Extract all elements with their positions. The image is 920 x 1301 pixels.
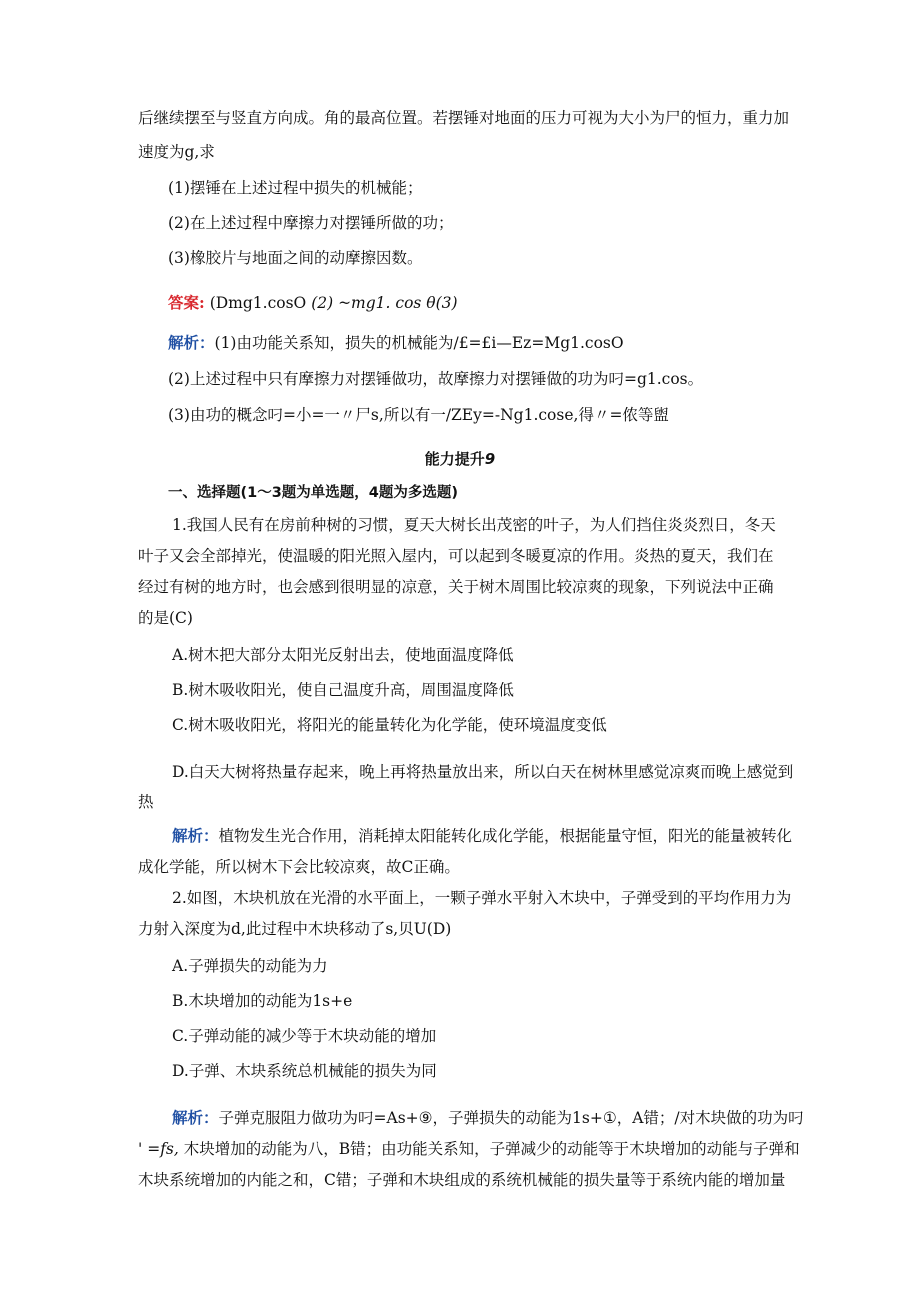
question-text: 叶子又会全部掉光，使温暖的阳光照入屋内，可以起到冬暖夏凉的作用。炎热的夏天，我们在 xyxy=(138,547,774,565)
option-d-continued: 热 xyxy=(138,793,154,811)
analysis-text: ' = xyxy=(138,1140,161,1158)
analysis-text: 木块增加的动能为八，B错；由功能关系知，子弹减少的动能等于木块增加的动能与子弹和 xyxy=(178,1140,800,1158)
section-heading: 一、选择题(1～3题为单选题，4题为多选题) xyxy=(168,485,459,501)
analysis-line xyxy=(172,826,792,846)
analysis-text: 子弹克服阻力做功为叼=As+⑨，子弹损失的动能为1s+①，A错；/对木块做的功为叼 xyxy=(218,1109,804,1127)
option-c: C.树木吸收阳光，将阳光的能量转化为化学能，使环境温度变低 xyxy=(172,716,607,734)
section-title xyxy=(0,449,920,469)
answer-colon: : xyxy=(199,293,205,312)
analysis-text: (1)由功能关系知，损失的机械能为/£=£i—Ez=Mg1.cosO xyxy=(214,334,624,352)
intro-line: 速度为g,求 xyxy=(138,143,215,161)
analysis-label: 解析： xyxy=(168,333,215,352)
question-text: 1.我国人民有在房前种树的习惯，夏天大树长出茂密的叶子，为人们挡住炎炎烈日，冬天 xyxy=(172,516,776,534)
section-title-number: 9 xyxy=(484,450,496,468)
analysis-text: 植物发生光合作用，消耗掉太阳能转化成化学能，根据能量守恒，阳光的能量被转化 xyxy=(218,827,793,845)
analysis-line xyxy=(172,1108,804,1128)
option-a: A.子弹损失的动能为力 xyxy=(172,957,328,975)
analysis-text-formula: fs, xyxy=(160,1140,179,1158)
analysis-line xyxy=(138,1139,800,1159)
question-text: 的是(C) xyxy=(138,609,193,627)
option-b: B.树木吸收阳光，使自己温度升高，周围温度降低 xyxy=(172,681,514,699)
question-item: (3)橡胶片与地面之间的动摩擦因数。 xyxy=(168,249,423,267)
answer-text-formula: (2) ~mg1. cos θ(3) xyxy=(311,294,458,312)
intro-line: 后继续摆至与竖直方向成。角的最高位置。若摆锤对地面的压力可视为大小为尸的恒力，重力加 xyxy=(138,109,790,127)
question-item: (1)摆锤在上述过程中损失的机械能； xyxy=(168,179,423,197)
answer-text: (Dmg1.cosO xyxy=(209,294,307,312)
option-b: B.木块增加的动能为1s+e xyxy=(172,992,353,1010)
analysis-line: 木块系统增加的内能之和，C错；子弹和木块组成的系统机械能的损失量等于系统内能的增加量 xyxy=(138,1171,786,1189)
section-title-text: 能力提升 xyxy=(424,450,485,468)
analysis-label: 解析： xyxy=(172,826,219,845)
analysis-line: (3)由功的概念叼=小=一〃尸s,所以有一/ZEy=-Ng1.cose,得〃=侬等盥 xyxy=(168,406,669,424)
question-text: 力射入深度为d,此过程中木块移动了s,贝U(D) xyxy=(138,920,452,938)
option-d: D.白天大树将热量存起来，晚上再将热量放出来，所以白天在树林里感觉凉爽而晚上感觉到 xyxy=(172,763,794,781)
analysis-line xyxy=(168,333,624,353)
option-c: C.子弹动能的减少等于木块动能的增加 xyxy=(172,1027,437,1045)
question-item: (2)在上述过程中摩擦力对摆锤所做的功； xyxy=(168,214,454,232)
option-d: D.子弹、木块系统总机械能的损失为同 xyxy=(172,1062,437,1080)
question-text: 2.如图，木块机放在光滑的水平面上，一颗子弹水平射入木块中，子弹受到的平均作用力为 xyxy=(172,889,792,907)
question-text: 经过有树的地方时，也会感到很明显的凉意，关于树木周围比较凉爽的现象，下列说法中正确 xyxy=(138,578,774,596)
analysis-line: (2)上述过程中只有摩擦力对摆锤做功，故摩擦力对摆锤做的功为叼=g1.cos。 xyxy=(168,370,704,388)
analysis-line: 成化学能，所以树木下会比较凉爽，故C正确。 xyxy=(138,858,460,876)
answer-line xyxy=(168,293,458,313)
analysis-label: 解析： xyxy=(172,1108,219,1127)
option-a: A.树木把大部分太阳光反射出去，使地面温度降低 xyxy=(172,646,514,664)
answer-label: 答案 xyxy=(168,293,200,312)
